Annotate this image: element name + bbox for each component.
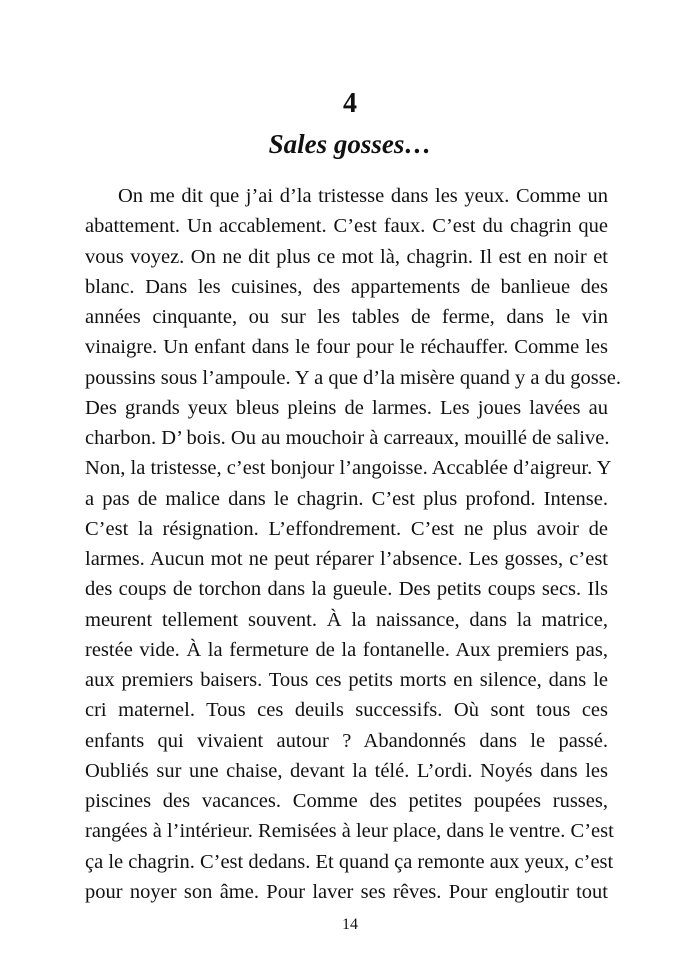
text-line: poussins sous l’ampoule. Y a que d’la misère quand y a du gosse. xyxy=(85,366,621,389)
text-line: des coups de torchon dans la gueule. Des petits coups secs. Ils xyxy=(85,578,608,601)
text-line: Des grands yeux bleus pleins de larmes. Les joues lavées au xyxy=(85,396,608,419)
text-line: restée vide. À la fermeture de la fontanelle. Aux premiers pas, xyxy=(85,638,608,661)
text-line: blanc. Dans les cuisines, des appartements de banlieue des xyxy=(85,275,608,298)
text-line: larmes. Aucun mot ne peut réparer l’absence. Les gosses, c’est xyxy=(85,548,608,570)
text-line: piscines des vacances. Comme des petites poupées russes, xyxy=(85,790,608,812)
body-text xyxy=(85,181,621,907)
text-line: Non, la tristesse, c’est bonjour l’angoisse. Accablée d’aigreur. Y xyxy=(85,457,612,480)
text-line: meurent tellement souvent. À la naissance, dans la matrice, xyxy=(85,608,608,631)
text-line: enfants qui vivaient autour ? Abandonnés dans le passé. xyxy=(85,729,608,752)
text-line: C’est la résignation. L’effondrement. C’est ne plus avoir de xyxy=(85,517,608,540)
text-line: rangées à l’intérieur. Remisées à leur place, dans le ventre. C’est xyxy=(85,820,614,843)
text-line: aux premiers baisers. Tous ces petits morts en silence, dans le xyxy=(85,669,608,691)
page-number: 14 xyxy=(342,916,358,933)
text-line: vous voyez. On ne dit plus ce mot là, chagrin. Il est en noir et xyxy=(85,245,608,268)
text-line: Oubliés sur une chaise, devant la télé. L’ordi. Noyés dans les xyxy=(85,759,608,782)
text-line: ça le chagrin. C’est dedans. Et quand ça remonte aux yeux, c’est xyxy=(85,850,614,873)
chapter-title: Sales gosses… xyxy=(268,129,432,159)
text-line: a pas de malice dans le chagrin. C’est plus profond. Intense. xyxy=(85,487,608,510)
text-line: On me dit que j’ai d’la tristesse dans les yeux. Comme un xyxy=(118,185,608,207)
text-line: années cinquante, ou sur les tables de ferme, dans le vin xyxy=(85,306,608,328)
chapter-number: 4 xyxy=(343,88,357,119)
text-line: charbon. D’ bois. Ou au mouchoir à carreaux, mouillé de salive. xyxy=(85,427,610,449)
text-line: pour noyer son âme. Pour laver ses rêves. Pour engloutir tout xyxy=(85,880,608,903)
text-line: vinaigre. Un enfant dans le four pour le réchauffer. Comme les xyxy=(85,336,608,359)
text-line: cri maternel. Tous ces deuils successifs. Où sont tous ces xyxy=(85,699,608,722)
text-line: abattement. Un accablement. C’est faux. C’est du chagrin que xyxy=(85,215,608,238)
